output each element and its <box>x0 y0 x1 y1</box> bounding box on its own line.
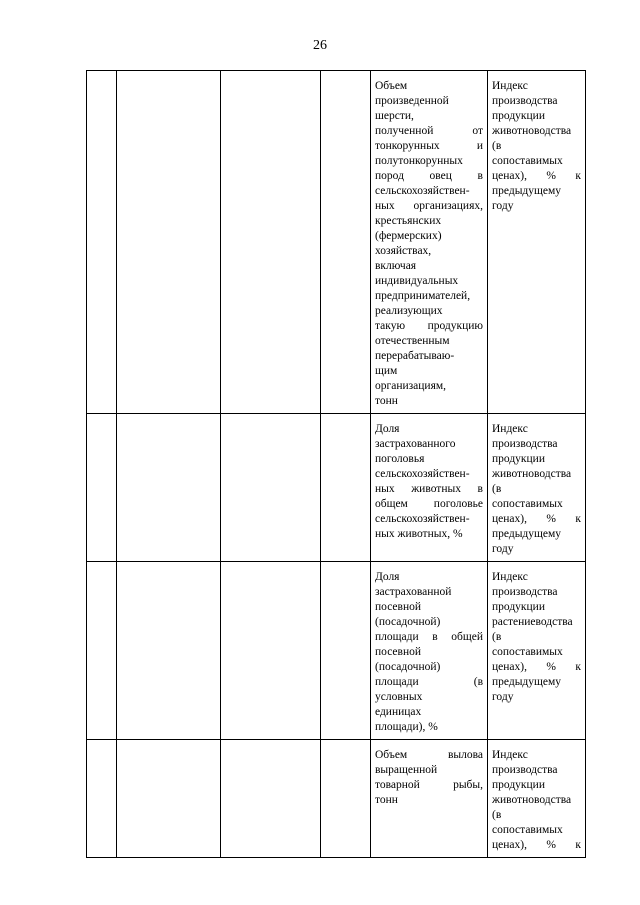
indicator-text-line: Доля <box>375 571 400 583</box>
indicator-text-line: предпринимателей, <box>375 290 471 302</box>
index-text-line: ценах), % к <box>492 839 581 851</box>
indicator-text-line: условных <box>375 691 423 703</box>
index-cell <box>488 740 586 858</box>
indicator-text-line: полутонкорунных <box>375 155 463 167</box>
indicator-text-line: тонкорунных и <box>375 140 483 152</box>
indicator-text-line: выращенной <box>375 764 438 776</box>
index-text-line: (в <box>492 809 502 821</box>
index-text-line: продукции <box>492 601 545 613</box>
indicator-text-line: товарной рыбы, <box>375 779 483 791</box>
index-text-line: производства <box>492 95 558 107</box>
indicator-text-line: общем поголовье <box>375 498 483 510</box>
indicator-text-line: застрахованной <box>375 586 452 598</box>
empty-cell <box>87 414 117 562</box>
indicator-text-line: сельскохозяйствен- <box>375 468 470 480</box>
indicator-text-line: (посадочной) <box>375 661 441 673</box>
index-text-line: производства <box>492 764 558 776</box>
indicator-text-line: произведенной <box>375 95 449 107</box>
index-text-line: животноводства <box>492 125 572 137</box>
table-row <box>87 414 586 562</box>
index-text-line: предыдущему <box>492 528 562 540</box>
indicator-text-line: тонн <box>375 395 398 407</box>
indicator-text-line: посевной <box>375 601 422 613</box>
index-text-line: году <box>492 691 514 703</box>
empty-cell <box>117 740 221 858</box>
index-text-line: ценах), % к <box>492 170 581 182</box>
indicator-text-line: посевной <box>375 646 422 658</box>
empty-cell <box>117 562 221 740</box>
empty-cell <box>87 740 117 858</box>
index-cell <box>488 414 586 562</box>
index-text-line: животноводства <box>492 794 572 806</box>
indicator-text-line: единицах <box>375 706 422 718</box>
index-text-line: сопоставимых <box>492 824 563 836</box>
indicator-text-line: Объем <box>375 80 408 92</box>
table-row <box>87 562 586 740</box>
empty-cell <box>321 562 371 740</box>
index-text-line: производства <box>492 438 558 450</box>
index-text-line: Индекс <box>492 80 528 92</box>
index-text-line: продукции <box>492 779 545 791</box>
indicator-text-line: застрахованного <box>375 438 456 450</box>
indicator-text-line: сельскохозяйствен- <box>375 513 470 525</box>
indicator-text-line: щим <box>375 365 398 377</box>
indicator-text-line: ных животных в <box>375 483 483 495</box>
empty-cell <box>221 414 321 562</box>
indicator-text-line: включая <box>375 260 417 272</box>
indicator-cell <box>371 562 488 740</box>
empty-cell <box>87 71 117 414</box>
index-text-line: продукции <box>492 453 545 465</box>
empty-cell <box>321 414 371 562</box>
index-text-line: (в <box>492 631 502 643</box>
indicator-text-line: площади в общей <box>375 631 483 643</box>
index-text-line: сопоставимых <box>492 498 563 510</box>
table-row <box>87 71 586 414</box>
indicator-text-line: шерсти, <box>375 110 414 122</box>
indicator-text-line: перерабатываю- <box>375 350 455 362</box>
empty-cell <box>87 562 117 740</box>
indicator-text-line: поголовья <box>375 453 425 465</box>
indicator-text-line: реализующих <box>375 305 443 317</box>
index-text-line: (в <box>492 483 502 495</box>
index-cell <box>488 562 586 740</box>
index-text-line: предыдущему <box>492 185 562 197</box>
indicator-text-line: пород овец в <box>375 170 483 182</box>
index-text-line: производства <box>492 586 558 598</box>
empty-cell <box>221 71 321 414</box>
indicator-text-line: индивидуальных <box>375 275 459 287</box>
index-text-line: продукции <box>492 110 545 122</box>
indicator-text-line: сельскохозяйствен- <box>375 185 470 197</box>
index-cell <box>488 71 586 414</box>
index-text-line: ценах), % к <box>492 661 581 673</box>
index-text-line: растениеводства <box>492 616 573 628</box>
index-text-line: сопоставимых <box>492 646 563 658</box>
empty-cell <box>117 71 221 414</box>
table-row <box>87 740 586 858</box>
index-text-line: сопоставимых <box>492 155 563 167</box>
indicator-text-line: (посадочной) <box>375 616 441 628</box>
indicator-text-line: хозяйствах, <box>375 245 432 257</box>
index-text-line: ценах), % к <box>492 513 581 525</box>
indicator-cell <box>371 740 488 858</box>
empty-cell <box>321 71 371 414</box>
indicator-text-line: тонн <box>375 794 398 806</box>
empty-cell <box>117 414 221 562</box>
indicator-text-line: организациям, <box>375 380 447 392</box>
indicator-text-line: отечественным <box>375 335 450 347</box>
index-text-line: году <box>492 543 514 555</box>
indicator-cell <box>371 71 488 414</box>
indicator-text-line: ных животных, % <box>375 528 463 540</box>
indicator-text-line: площади (в <box>375 676 483 688</box>
index-text-line: году <box>492 200 514 212</box>
page-number: 26 <box>313 38 327 53</box>
indicator-text-line: такую продукцию <box>375 320 483 332</box>
index-text-line: животноводства <box>492 468 572 480</box>
index-text-line: предыдущему <box>492 676 562 688</box>
indicator-text-line: ных организациях, <box>375 200 483 212</box>
empty-cell <box>321 740 371 858</box>
index-text-line: Индекс <box>492 423 528 435</box>
indicator-text-line: полученной от <box>375 125 483 137</box>
index-text-line: Индекс <box>492 749 528 761</box>
index-text-line: Индекс <box>492 571 528 583</box>
table-body <box>87 71 586 858</box>
indicator-cell <box>371 414 488 562</box>
indicator-text-line: Доля <box>375 423 400 435</box>
indicator-text-line: Объем вылова <box>375 749 483 761</box>
empty-cell <box>221 562 321 740</box>
index-text-line: (в <box>492 140 502 152</box>
indicator-text-line: крестьянских <box>375 215 442 227</box>
indicator-table <box>86 70 586 858</box>
indicator-text-line: площади), % <box>375 721 438 733</box>
indicator-text-line: (фермерских) <box>375 230 442 242</box>
empty-cell <box>221 740 321 858</box>
